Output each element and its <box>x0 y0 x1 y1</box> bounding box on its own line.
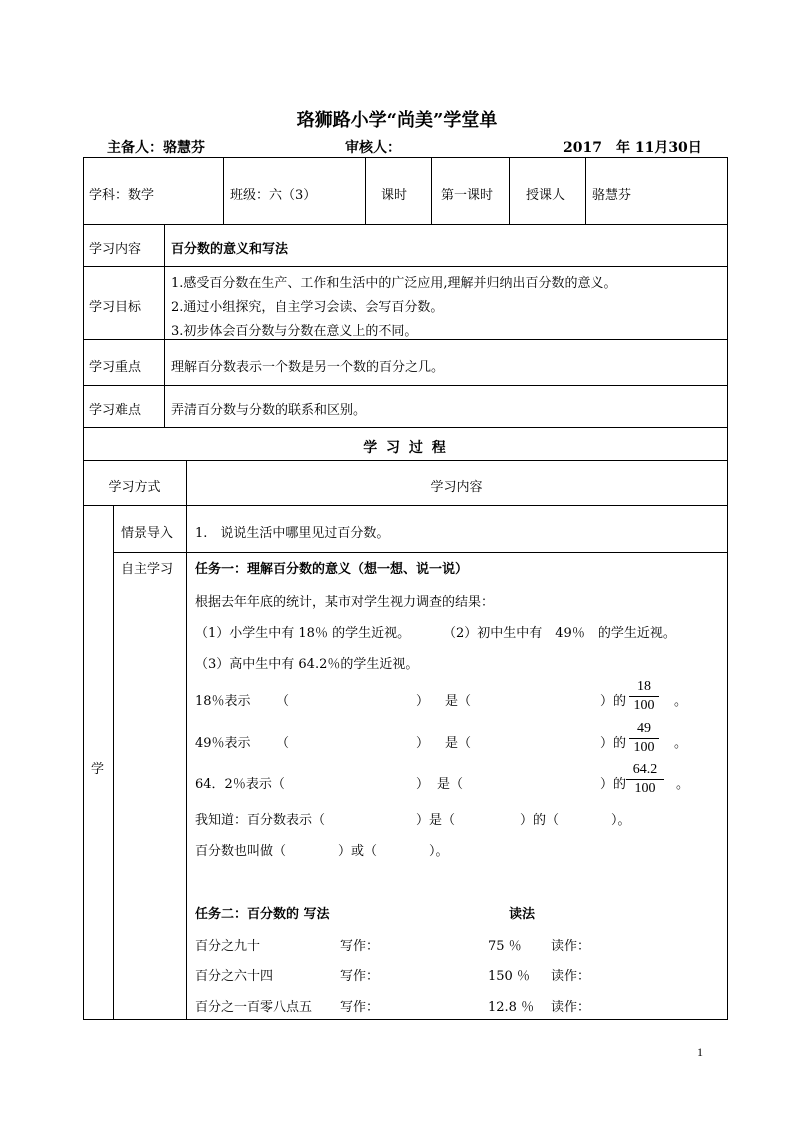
task2-title: 任务二：百分数的 写法 <box>195 907 330 922</box>
page-number: 1 <box>697 1045 703 1059</box>
task1-lead: 根据去年年底的统计，某市对学生视力调查的结果： <box>195 595 495 610</box>
goal-item: 1.感受百分数在生产、工作和生活中的广泛应用,理解并归纳出百分数的意义。 <box>171 276 617 291</box>
fraction: 18 100 <box>629 679 659 714</box>
subject: 学科：数学 <box>89 188 155 203</box>
self-study-label: 自主学习 <box>121 562 174 577</box>
task2-read-header: 读法 <box>509 907 536 922</box>
difficulty-value: 弄清百分数与分数的联系和区别。 <box>171 403 367 418</box>
side-label: 学 <box>91 762 105 777</box>
goal-item: 3.初步体会百分数与分数在意义上的不同。 <box>171 324 418 339</box>
intro-text: 1. 说说生活中哪里见过百分数。 <box>195 526 390 541</box>
stat-2: （2）初中生中有 49％ 的学生近视。 <box>443 626 676 641</box>
process-title: 学 习 过 程 <box>363 440 448 456</box>
date: 2017 年 11月30日 <box>563 140 702 156</box>
reviewer: 审核人： <box>345 140 401 156</box>
page-title: 珞狮路小学“尚美”学堂单 <box>296 110 498 131</box>
intro-label: 情景导入 <box>121 526 174 541</box>
goals-label: 学习目标 <box>89 300 142 315</box>
key-point-value: 理解百分数表示一个数是另一个数的百分之几。 <box>171 360 445 375</box>
teacher-label: 授课人 <box>526 188 566 203</box>
q3-label: 64．2％表示（ <box>195 777 285 792</box>
fraction: 64.2 100 <box>626 762 664 797</box>
stat-1: （1）小学生中有 18％ 的学生近视。 <box>195 626 411 641</box>
period-label: 课时 <box>381 188 408 203</box>
content-label: 学习内容 <box>89 242 142 257</box>
content-header: 学习内容 <box>430 480 483 495</box>
preparer: 主备人：骆慧芬 <box>107 140 205 156</box>
know-1: 我知道：百分数表示（ ）是（ ）的（ ）。 <box>195 813 631 828</box>
fraction: 49 100 <box>629 721 659 756</box>
class: 班级：六（3） <box>230 188 317 203</box>
stat-3: （3）高中生中有 64.2％的学生近视。 <box>195 657 419 672</box>
key-point-label: 学习重点 <box>89 360 142 375</box>
q1-label: 18％表示 <box>195 694 251 709</box>
period-value: 第一课时 <box>441 188 494 203</box>
q2-label: 49％表示 <box>195 736 251 751</box>
method-header: 学习方式 <box>108 480 161 495</box>
know-2: 百分数也叫做（ ）或（ ）。 <box>195 844 449 859</box>
task1-title: 任务一：理解百分数的意义（想一想、说一说） <box>195 562 469 577</box>
content-value: 百分数的意义和写法 <box>171 242 289 257</box>
teacher-value: 骆慧芬 <box>592 188 632 203</box>
difficulty-label: 学习难点 <box>89 403 142 418</box>
goal-item: 2.通过小组探究，自主学习会读、会写百分数。 <box>171 300 444 315</box>
